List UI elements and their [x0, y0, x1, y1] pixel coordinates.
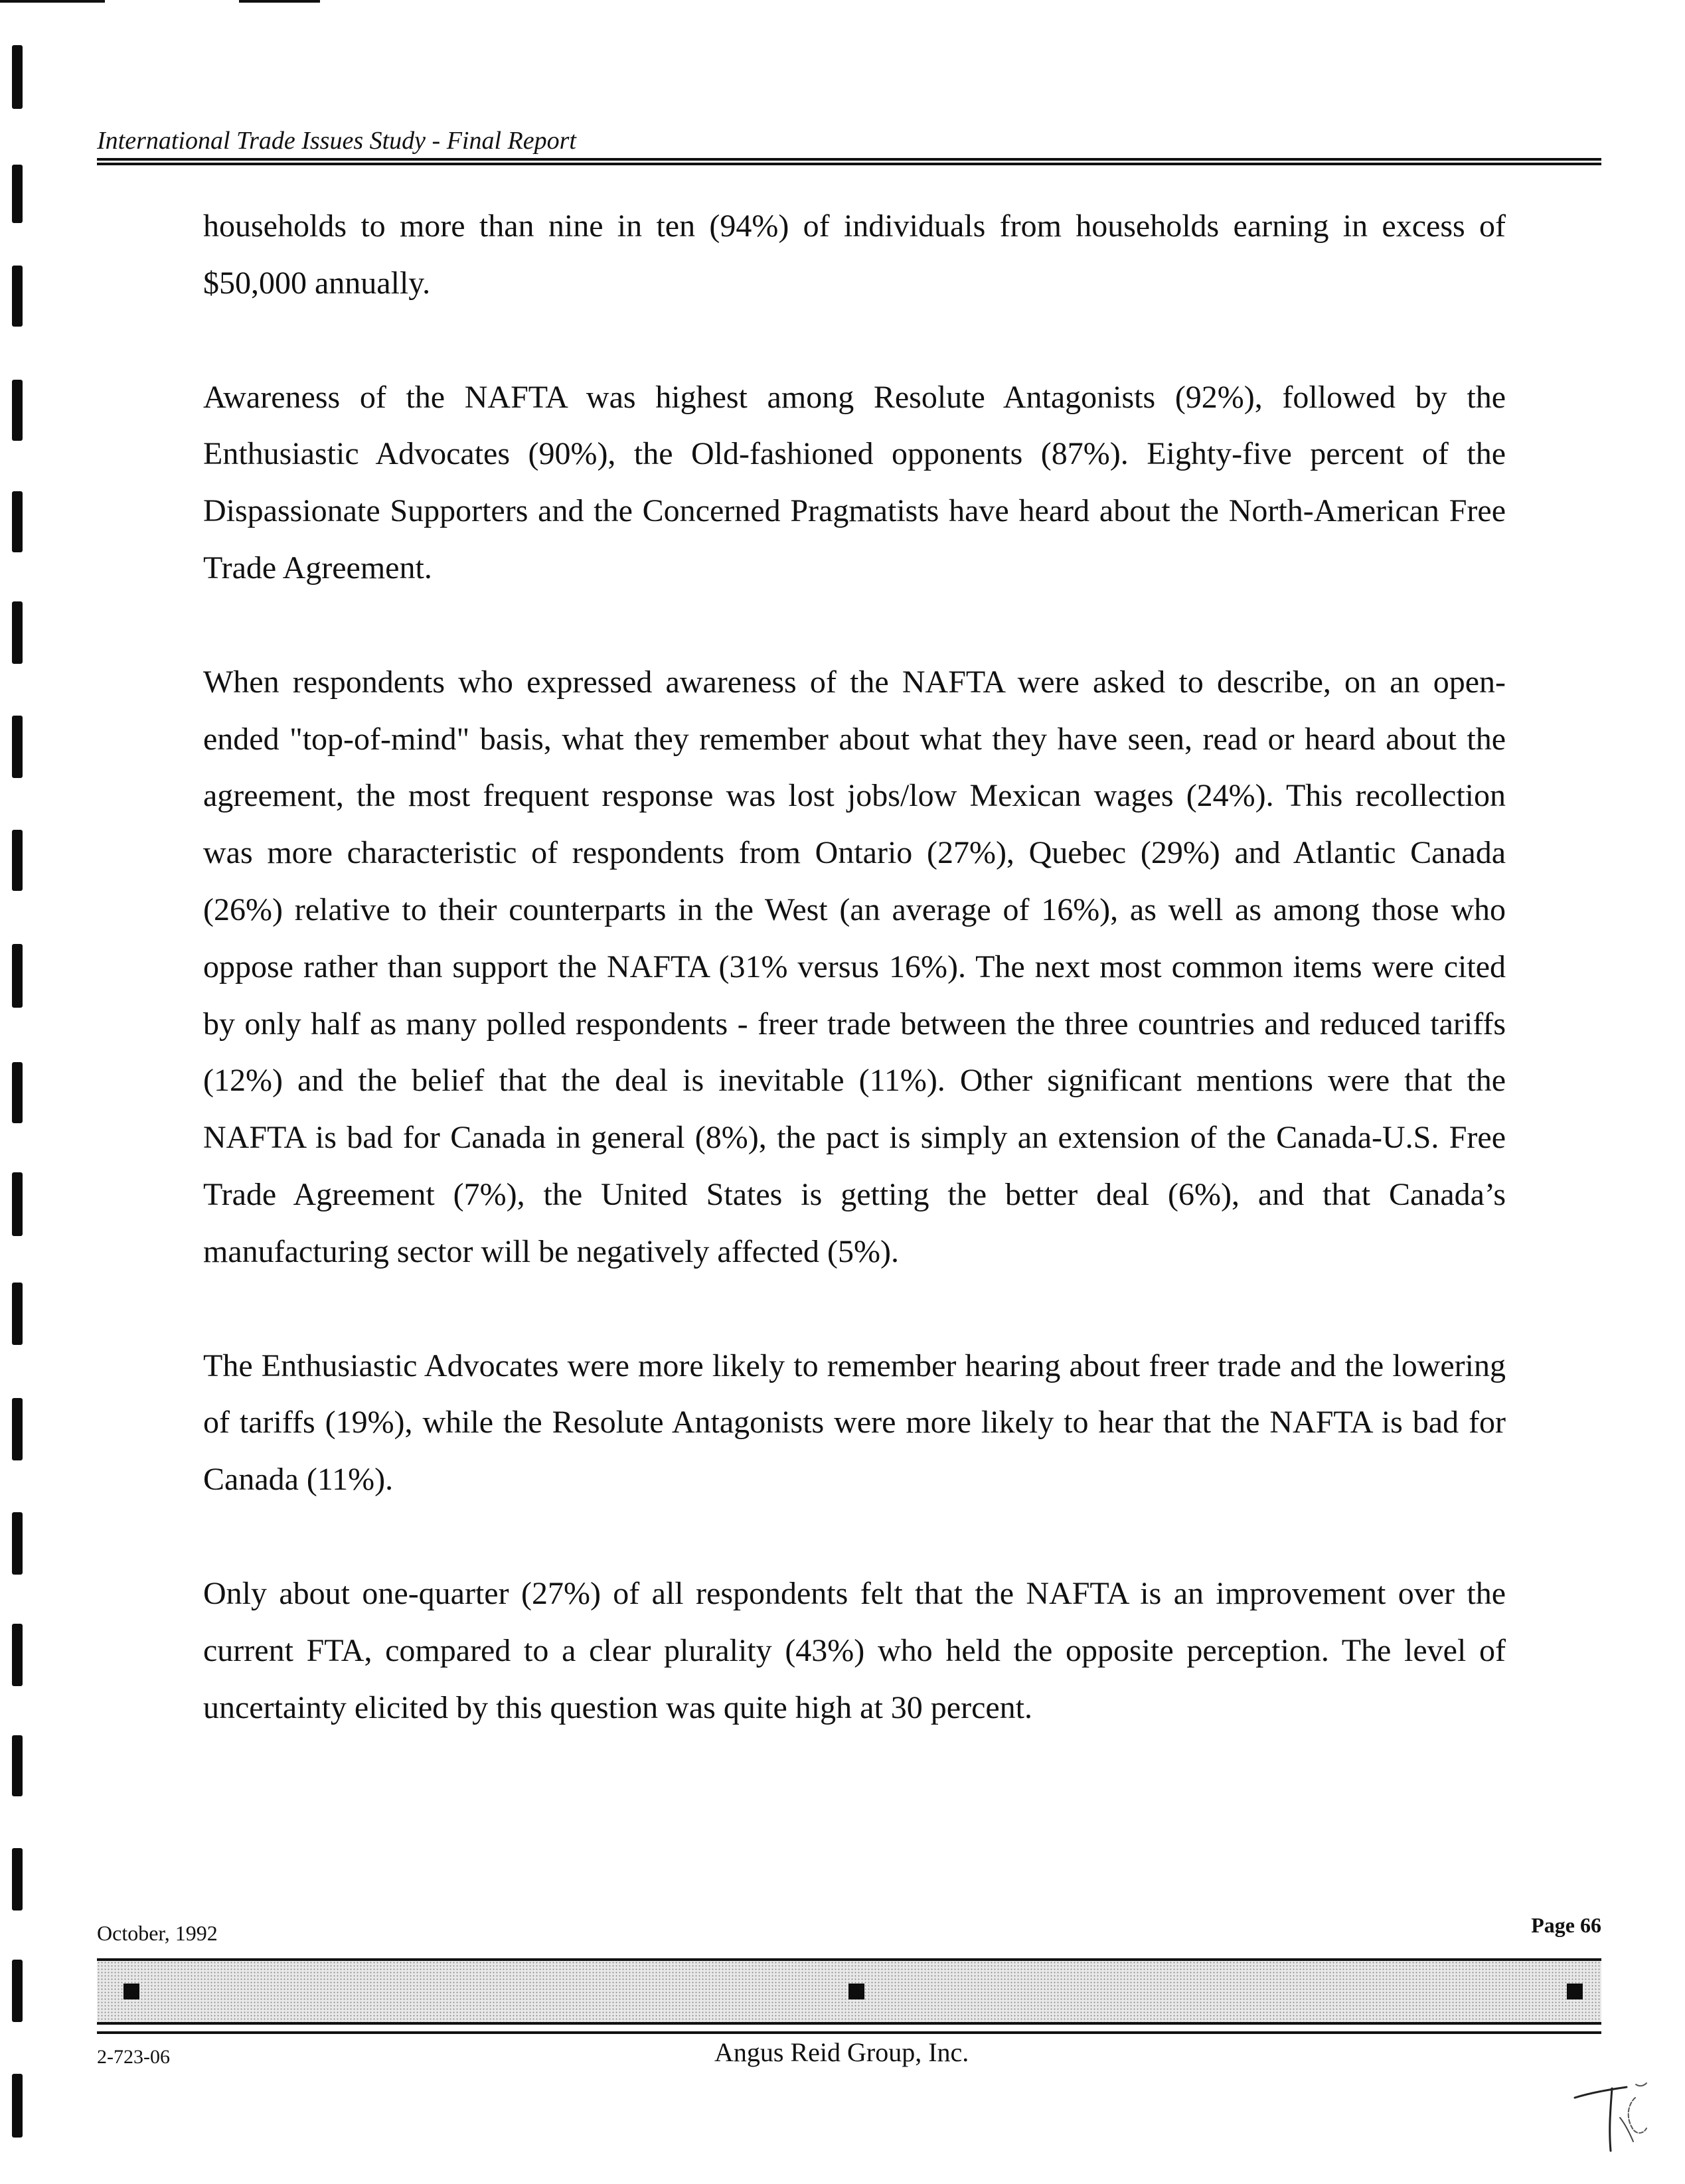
document-code: 2-723-06	[97, 2046, 170, 2068]
report-title: International Trade Issues Study - Final Report	[97, 127, 576, 155]
binder-mark	[12, 1398, 23, 1460]
handwritten-initials-icon	[1572, 2078, 1652, 2157]
binder-mark	[12, 380, 23, 441]
paragraph: households to more than nine in ten (94%) of individuals from households earning in excess of $50,000 annually.	[203, 208, 1506, 301]
header-rule	[97, 158, 1601, 165]
binder-mark	[12, 491, 23, 552]
binder-mark	[12, 944, 23, 1008]
paragraph: Awareness of the NAFTA was highest among Resolute Antagonists (92%), followed by the Enthusiastic Advocates (90%), the Old-fashioned opponents (87%). Eighty-five percent of the Dispassionate Supporters and the Concerned Pragmatists have heard about the North-American Free Trade Agreement.	[203, 379, 1506, 585]
binder-mark	[12, 1283, 23, 1345]
footer-rule	[97, 2031, 1601, 2034]
binder-mark	[12, 830, 23, 891]
scan-top-rule-right	[239, 0, 320, 3]
company-name: Angus Reid Group, Inc.	[714, 2037, 969, 2067]
binder-mark	[12, 1848, 23, 1911]
binder-mark	[12, 165, 23, 223]
square-bullet-icon	[123, 1984, 139, 1999]
paragraph: Only about one-quarter (27%) of all respondents felt that the NAFTA is an improvement over the current FTA, compared to a clear plurality (43%) who held the opposite perception. The level of uncertainty elicited by this question was quite high at 30 percent.	[203, 1575, 1506, 1725]
binder-mark	[12, 1512, 23, 1575]
binder-mark	[12, 266, 23, 327]
binder-mark	[12, 1062, 23, 1123]
square-bullet-icon	[848, 1984, 864, 1999]
binder-mark	[12, 1624, 23, 1686]
binder-mark	[12, 1172, 23, 1236]
binder-mark	[12, 716, 23, 778]
footer-dotted-band	[97, 1958, 1601, 2025]
binder-mark	[12, 601, 23, 664]
binder-mark	[12, 1735, 23, 1796]
scan-top-rule-left	[0, 0, 105, 3]
binder-mark	[12, 45, 23, 109]
binder-mark	[12, 2074, 23, 2138]
binder-mark	[12, 1960, 23, 2022]
square-bullet-icon	[1567, 1984, 1583, 1999]
body-text	[203, 198, 1506, 1736]
paragraph: The Enthusiastic Advocates were more likely to remember hearing about freer trade and the lowering of tariffs (19%), while the Resolute Antagonists were more likely to hear that the NAFTA is bad for Canada (11%).	[203, 1348, 1506, 1498]
footer-date: October, 1992	[97, 1921, 218, 1945]
paragraph: When respondents who expressed awareness of the NAFTA were asked to describe, on an open-ended "top-of-mind" basis, what they remember about what they have seen, read or heard about the agreement, the most frequent response was lost jobs/low Mexican wages (24%). This recollection was more characteristic of respondents from Ontario (27%), Quebec (29%) and Atlantic Canada (26%) relative to their counterparts in the West (an average of 16%), as well as among those who oppose rather than support the NAFTA (31% versus 16%). The next most common items were cited by only half as many polled respondents - freer trade between the three countries and reduced tariffs (12%) and the belief that the deal is inevitable (11%). Other significant mentions were that the NAFTA is bad for Canada in general (8%), the pact is simply an extension of the Canada-U.S. Free Trade Agreement (7%), the United States is getting the better deal (6%), and that Canada’s manufacturing sector will be negatively affected (5%).	[203, 664, 1506, 1269]
page-number: Page 66	[1531, 1913, 1601, 1937]
